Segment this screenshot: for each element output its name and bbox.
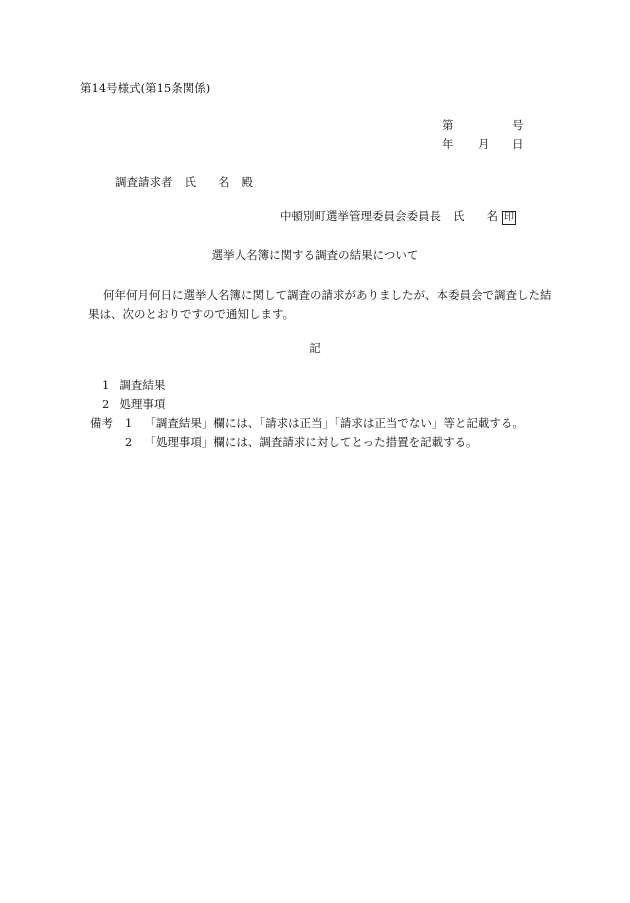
addressee-dono: 殿 xyxy=(241,175,253,189)
doc-number-go: 号 xyxy=(512,118,524,132)
document-title: 選挙人名簿に関する調査の結果について xyxy=(211,248,419,262)
addressee-mei: 名 xyxy=(218,175,230,189)
list-item xyxy=(102,380,165,392)
sender-line xyxy=(280,211,516,225)
note-line xyxy=(90,418,524,430)
addressee-line xyxy=(115,177,253,189)
addressee-shi: 氏 xyxy=(184,175,196,189)
item-number: 2 xyxy=(102,397,110,411)
sender-organization: 中頓別町選挙管理委員会委員長 xyxy=(280,209,441,223)
item-text: 調査結果 xyxy=(119,378,166,392)
note-number: 2 xyxy=(125,435,133,449)
sender-shi: 氏 xyxy=(453,209,465,223)
list-item xyxy=(102,399,165,411)
note-text: 「調査結果」欄には、「請求は正当」「請求は正当でない」等と記載する。 xyxy=(144,416,524,430)
seal-mark: 印 xyxy=(504,212,514,223)
ki-heading: 記 xyxy=(309,341,321,355)
note-line xyxy=(125,437,478,449)
notes-label: 備考 xyxy=(90,416,113,430)
note-number: 1 xyxy=(125,416,133,430)
date-year: 年 xyxy=(442,137,454,151)
sender-mei: 名 xyxy=(486,209,498,223)
note-text: 「処理事項」欄には、調査請求に対してとった措置を記載する。 xyxy=(144,435,478,449)
item-number: 1 xyxy=(102,378,110,392)
date-day: 日 xyxy=(512,137,524,151)
body-paragraph: 何年何月何日に選挙人名簿に関して調査の請求がありましたが、本委員会で調査した結果は、次のとおりですので通知します。 xyxy=(88,288,552,321)
form-number: 第14号様式(第15条関係) xyxy=(80,81,211,95)
item-text: 処理事項 xyxy=(119,397,166,411)
doc-number-dai: 第 xyxy=(442,118,454,132)
addressee-label: 調査請求者 xyxy=(115,175,173,189)
date-month: 月 xyxy=(478,137,490,151)
